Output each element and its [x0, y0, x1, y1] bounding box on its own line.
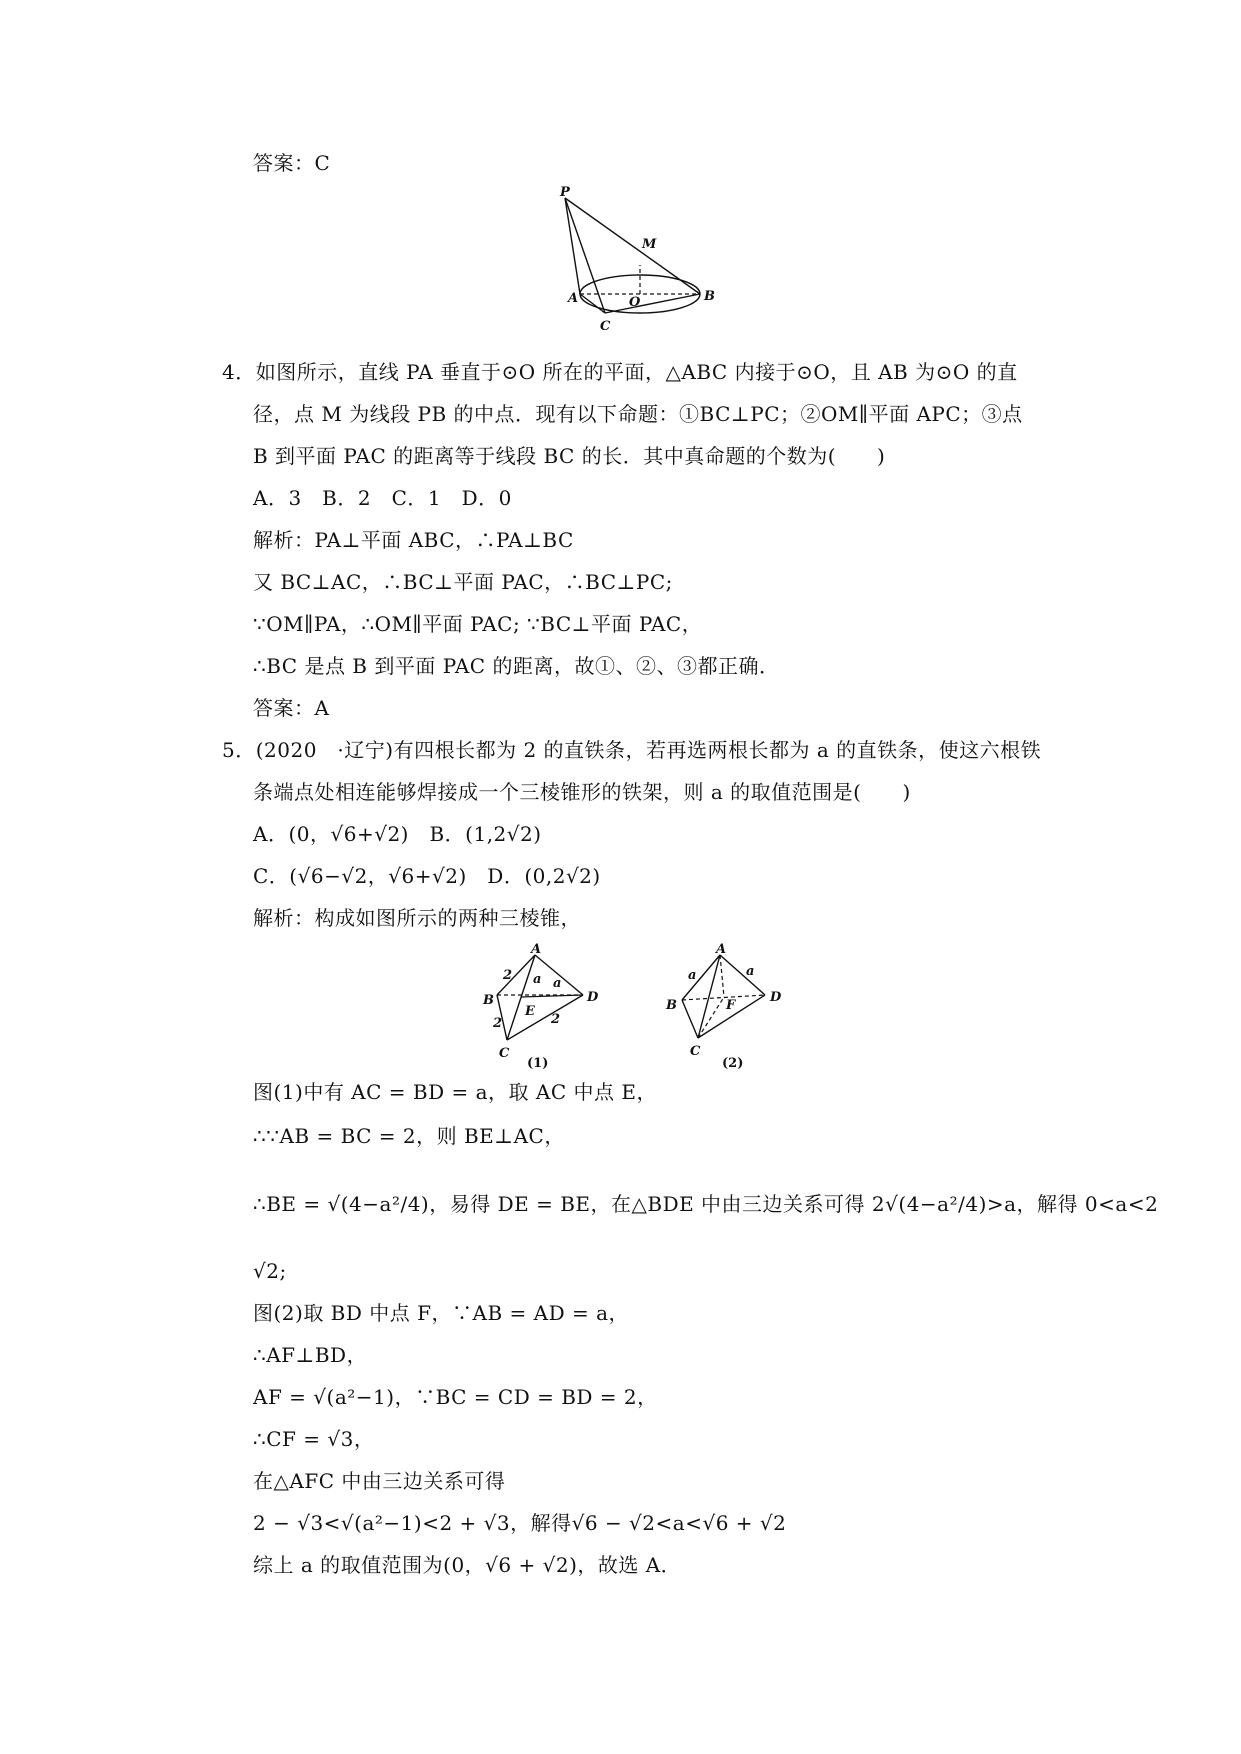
q4-options: A．3 B．2 C．1 D．0 [253, 486, 512, 510]
q4-line-2: 径，点 M 为线段 PB 的中点．现有以下命题：①BC⊥PC；②OM∥平面 APC；③点 [253, 402, 1023, 426]
edge-label-1: a [688, 968, 697, 983]
figure-caption-1: (1) [527, 1056, 549, 1071]
label-C: C [690, 1044, 701, 1059]
q5-solution-1: 解析：构成如图所示的两种三棱锥， [253, 906, 581, 930]
q4-solution-2: 又 BC⊥AC，∴BC⊥平面 PAC，∴BC⊥PC; [253, 570, 673, 594]
q5-solution-9: ∴CF = √3， [253, 1427, 375, 1451]
q4-solution-3: ∵OM∥PA，∴OM∥平面 PAC; ∵BC⊥平面 PAC， [253, 612, 703, 636]
q4-solution-4: ∴BC 是点 B 到平面 PAC 的距离，故①、②、③都正确． [253, 654, 780, 678]
q5-options-ab: A．(0，√6+√2) B．(1,2√2) [253, 822, 542, 846]
label-A: A [531, 942, 542, 957]
q5-solution-11: 2 − √3<√(a²−1)<2 + √3，解得√6 − √2<a<√6 + √2 [253, 1511, 787, 1535]
q5-line-1: 5．(2020 ·辽宁)有四根长都为 2 的直铁条，若再选两根长都为 a 的直铁条，使这六根铁 [222, 738, 1042, 762]
label-A: A [716, 942, 727, 957]
edge-label-5: 2 [551, 1012, 561, 1027]
pyramid-figure-2 [660, 942, 800, 1075]
label-C: C [600, 319, 611, 334]
label-D: D [770, 990, 782, 1005]
q5-solution-7: ∴AF⊥BD， [253, 1343, 368, 1367]
label-P: P [560, 185, 570, 200]
label-B: B [483, 993, 494, 1008]
label-O: O [629, 295, 641, 310]
pyramid-figure-1 [475, 942, 625, 1075]
answer-q3: 答案：C [253, 151, 331, 175]
edge-label-1: 2 [503, 968, 513, 983]
q5-solution-6: 图(2)取 BD 中点 F，∵AB = AD = a， [253, 1301, 629, 1325]
edge-label-2: a [746, 964, 755, 979]
edge-label-4: 2 [493, 1016, 503, 1031]
q5-solution-8: AF = √(a²−1)，∵BC = CD = BD = 2， [253, 1385, 658, 1409]
q5-solution-4: ∴BE = √(4−a²/4)，易得 DE = BE，在△BDE 中由三边关系可得 2√(4−a²/4)>a，解得 0<a<2 [253, 1192, 1159, 1216]
figure-caption-2: (2) [722, 1056, 744, 1071]
q5-solution-3: ∴∵AB = BC = 2，则 BE⊥AC， [253, 1124, 565, 1148]
edge-label-3: a [553, 976, 562, 991]
answer-q4: 答案：A [253, 696, 330, 720]
label-E: E [525, 1004, 535, 1019]
q5-options-cd: C．(√6−√2，√6+√2) D．(0,2√2) [253, 864, 601, 888]
q5-line-2: 条端点处相连能够焊接成一个三棱锥形的铁架，则 a 的取值范围是( ) [253, 780, 911, 804]
label-C: C [499, 1046, 510, 1061]
label-A: A [568, 291, 579, 306]
label-D: D [587, 990, 599, 1005]
cone-figure [560, 185, 715, 345]
q4-line-3: B 到平面 PAC 的距离等于线段 BC 的长．其中真命题的个数为( ) [253, 444, 886, 468]
label-B: B [666, 998, 677, 1013]
edge-label-2: a [533, 972, 542, 987]
label-F: F [726, 998, 736, 1013]
label-B: B [704, 289, 715, 304]
q5-solution-12: 综上 a 的取值范围为(0，√6 + √2)，故选 A． [253, 1553, 682, 1577]
label-M: M [642, 237, 657, 252]
q5-solution-2: 图(1)中有 AC = BD = a，取 AC 中点 E， [253, 1080, 657, 1104]
q4-solution-1: 解析：PA⊥平面 ABC，∴PA⊥BC [253, 528, 574, 552]
q4-line-1: 4．如图所示，直线 PA 垂直于⊙O 所在的平面，△ABC 内接于⊙O，且 AB 为⊙O 的直 [222, 360, 1018, 384]
q5-solution-10: 在△AFC 中由三边关系可得 [253, 1469, 506, 1493]
q5-solution-5: √2; [253, 1259, 287, 1283]
